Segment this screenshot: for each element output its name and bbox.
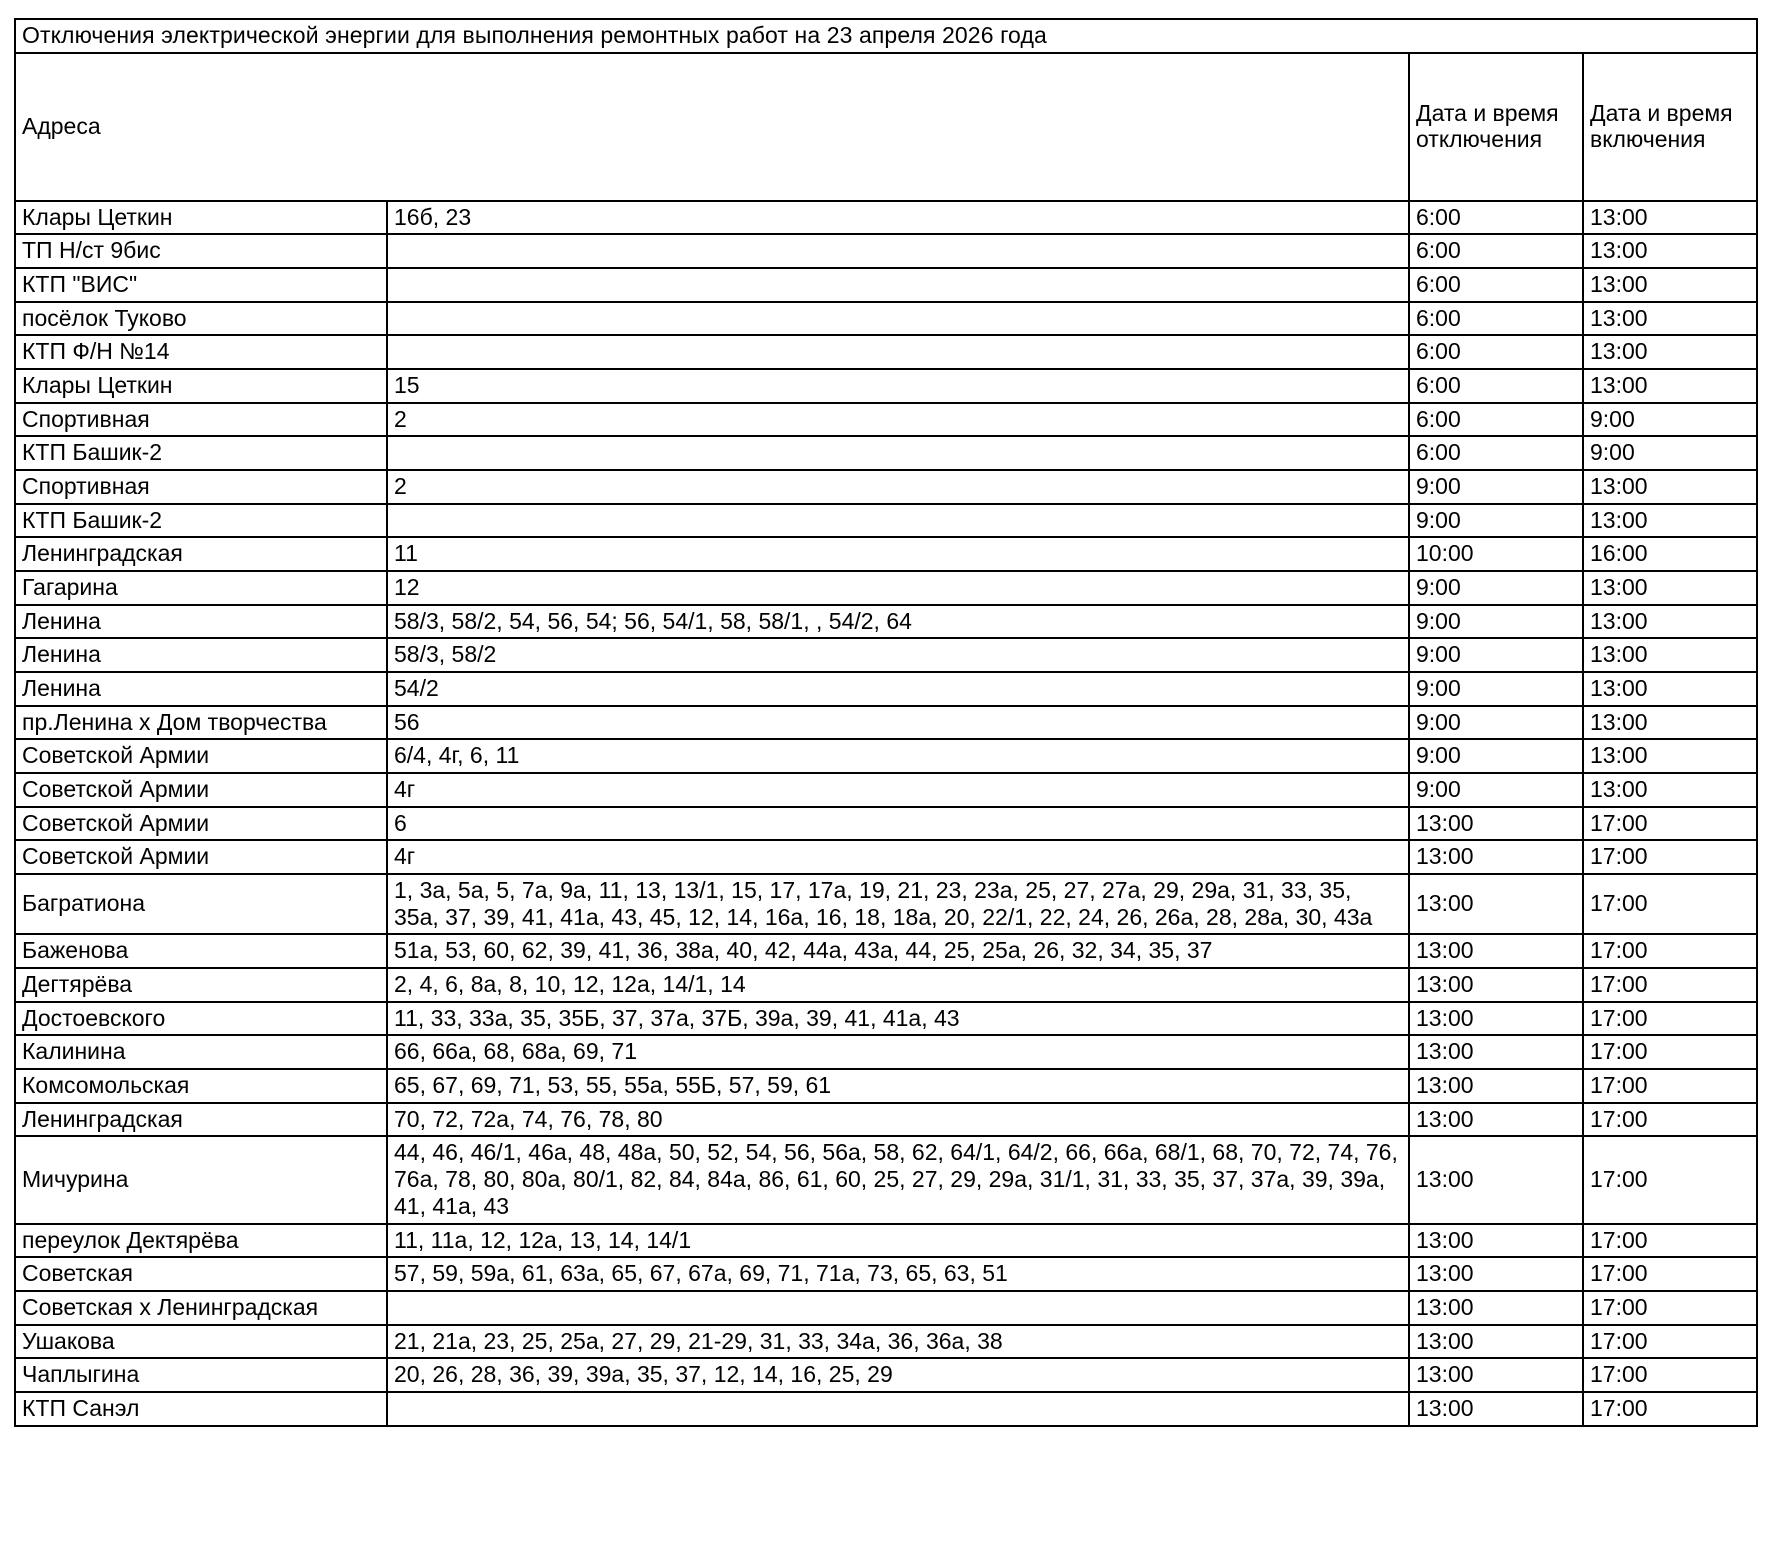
off-time-cell: 9:00 bbox=[1409, 605, 1583, 639]
street-name-cell: пр.Ленина х Дом творчества bbox=[15, 706, 387, 740]
street-name-cell: Ленина bbox=[15, 605, 387, 639]
off-time-cell: 6:00 bbox=[1409, 201, 1583, 235]
off-time-cell: 9:00 bbox=[1409, 672, 1583, 706]
on-time-cell: 9:00 bbox=[1583, 403, 1757, 437]
off-time-cell: 13:00 bbox=[1409, 1136, 1583, 1223]
house-numbers-cell: 44, 46, 46/1, 46а, 48, 48а, 50, 52, 54, 56, 56а, 58, 62, 64/1, 64/2, 66, 66а, 68/1, 68, 70, 72, 74, 76, 76а, 78, 80, 80а, 80/1, 82, 84, 84а, 86, 61, 60, 25, 27, 29, 29а, 31/1, 31, 33, 35, 37, 37а, 39, 39а, 41, 41а, 43 bbox=[387, 1136, 1409, 1223]
house-numbers-cell: 21, 21а, 23, 25, 25а, 27, 29, 21-29, 31, 33, 34а, 36, 36а, 38 bbox=[387, 1325, 1409, 1359]
off-time-cell: 6:00 bbox=[1409, 436, 1583, 470]
street-name-cell: ТП Н/ст 9бис bbox=[15, 234, 387, 268]
house-numbers-cell: 2, 4, 6, 8а, 8, 10, 12, 12а, 14/1, 14 bbox=[387, 968, 1409, 1002]
street-name-cell: Ленина bbox=[15, 638, 387, 672]
off-time-cell: 6:00 bbox=[1409, 268, 1583, 302]
off-time-cell: 9:00 bbox=[1409, 739, 1583, 773]
house-numbers-cell bbox=[387, 302, 1409, 336]
house-numbers-cell: 65, 67, 69, 71, 53, 55, 55а, 55Б, 57, 59, 61 bbox=[387, 1069, 1409, 1103]
off-time-cell: 13:00 bbox=[1409, 1257, 1583, 1291]
on-time-cell: 13:00 bbox=[1583, 234, 1757, 268]
street-name-cell: Спортивная bbox=[15, 470, 387, 504]
table-row bbox=[15, 1257, 1757, 1291]
on-time-cell: 13:00 bbox=[1583, 369, 1757, 403]
table-row bbox=[15, 1224, 1757, 1258]
on-time-cell: 13:00 bbox=[1583, 335, 1757, 369]
house-numbers-cell: 58/3, 58/2, 54, 56, 54; 56, 54/1, 58, 58/1, , 54/2, 64 bbox=[387, 605, 1409, 639]
on-time-cell: 17:00 bbox=[1583, 1325, 1757, 1359]
table-row bbox=[15, 470, 1757, 504]
on-time-cell: 13:00 bbox=[1583, 773, 1757, 807]
on-time-cell: 17:00 bbox=[1583, 1257, 1757, 1291]
table-row bbox=[15, 403, 1757, 437]
table-row bbox=[15, 1002, 1757, 1036]
off-time-cell: 13:00 bbox=[1409, 1035, 1583, 1069]
on-time-cell: 17:00 bbox=[1583, 874, 1757, 934]
table-row bbox=[15, 874, 1757, 934]
on-time-cell: 17:00 bbox=[1583, 968, 1757, 1002]
street-name-cell: Советской Армии bbox=[15, 739, 387, 773]
house-numbers-cell: 11, 11а, 12, 12а, 13, 14, 14/1 bbox=[387, 1224, 1409, 1258]
street-name-cell: Советской Армии bbox=[15, 840, 387, 874]
street-name-cell: Спортивная bbox=[15, 403, 387, 437]
table-row bbox=[15, 1291, 1757, 1325]
on-time-cell: 13:00 bbox=[1583, 504, 1757, 538]
street-name-cell: Баженова bbox=[15, 934, 387, 968]
street-name-cell: Клары Цеткин bbox=[15, 201, 387, 235]
table-row bbox=[15, 934, 1757, 968]
on-time-cell: 13:00 bbox=[1583, 302, 1757, 336]
house-numbers-cell: 1, 3а, 5а, 5, 7а, 9а, 11, 13, 13/1, 15, 17, 17а, 19, 21, 23, 23а, 25, 27, 27а, 29, 29а, 31, 33, 35, 35а, 37, 39, 41, 41а, 43, 45, 12, 14, 16а, 16, 18, 18а, 20, 22/1, 22, 24, 26, 26а, 28, 28а, 30, 43а bbox=[387, 874, 1409, 934]
table-row bbox=[15, 840, 1757, 874]
house-numbers-cell: 57, 59, 59а, 61, 63а, 65, 67, 67а, 69, 71, 71а, 73, 65, 63, 51 bbox=[387, 1257, 1409, 1291]
off-time-cell: 13:00 bbox=[1409, 1002, 1583, 1036]
house-numbers-cell: 12 bbox=[387, 571, 1409, 605]
off-time-cell: 9:00 bbox=[1409, 470, 1583, 504]
table-row bbox=[15, 1103, 1757, 1137]
house-numbers-cell: 2 bbox=[387, 470, 1409, 504]
off-time-cell: 9:00 bbox=[1409, 504, 1583, 538]
on-time-cell: 17:00 bbox=[1583, 1069, 1757, 1103]
house-numbers-cell bbox=[387, 268, 1409, 302]
house-numbers-cell: 11, 33, 33а, 35, 35Б, 37, 37а, 37Б, 39а, 39, 41, 41а, 43 bbox=[387, 1002, 1409, 1036]
off-time-cell: 10:00 bbox=[1409, 537, 1583, 571]
house-numbers-cell bbox=[387, 436, 1409, 470]
on-time-cell: 16:00 bbox=[1583, 537, 1757, 571]
off-time-cell: 6:00 bbox=[1409, 302, 1583, 336]
street-name-cell: Ленинградская bbox=[15, 1103, 387, 1137]
table-row bbox=[15, 302, 1757, 336]
document-title: Отключения электрической энергии для выполнения ремонтных работ на 23 апреля 2026 года bbox=[15, 19, 1757, 53]
table-row bbox=[15, 234, 1757, 268]
table-row bbox=[15, 335, 1757, 369]
off-time-cell: 6:00 bbox=[1409, 234, 1583, 268]
house-numbers-cell: 6/4, 4г, 6, 11 bbox=[387, 739, 1409, 773]
street-name-cell: Ленина bbox=[15, 672, 387, 706]
house-numbers-cell: 56 bbox=[387, 706, 1409, 740]
house-numbers-cell: 58/3, 58/2 bbox=[387, 638, 1409, 672]
off-time-cell: 13:00 bbox=[1409, 1392, 1583, 1426]
street-name-cell: переулок Дектярёва bbox=[15, 1224, 387, 1258]
table-row bbox=[15, 638, 1757, 672]
house-numbers-cell bbox=[387, 234, 1409, 268]
house-numbers-cell: 15 bbox=[387, 369, 1409, 403]
on-time-cell: 13:00 bbox=[1583, 672, 1757, 706]
street-name-cell: Мичурина bbox=[15, 1136, 387, 1223]
on-time-cell: 9:00 bbox=[1583, 436, 1757, 470]
table-row bbox=[15, 1358, 1757, 1392]
table-row bbox=[15, 605, 1757, 639]
off-time-cell: 9:00 bbox=[1409, 706, 1583, 740]
on-time-cell: 17:00 bbox=[1583, 1291, 1757, 1325]
street-name-cell: КТП Башик-2 bbox=[15, 436, 387, 470]
off-time-cell: 13:00 bbox=[1409, 1103, 1583, 1137]
title-row bbox=[15, 19, 1757, 53]
table-row bbox=[15, 773, 1757, 807]
on-time-cell: 13:00 bbox=[1583, 201, 1757, 235]
on-time-cell: 13:00 bbox=[1583, 638, 1757, 672]
on-time-cell: 17:00 bbox=[1583, 807, 1757, 841]
house-numbers-cell: 20, 26, 28, 36, 39, 39а, 35, 37, 12, 14, 16, 25, 29 bbox=[387, 1358, 1409, 1392]
street-name-cell: Ленинградская bbox=[15, 537, 387, 571]
off-time-cell: 13:00 bbox=[1409, 968, 1583, 1002]
table-row bbox=[15, 968, 1757, 1002]
house-numbers-cell bbox=[387, 1291, 1409, 1325]
on-time-cell: 13:00 bbox=[1583, 739, 1757, 773]
table-row bbox=[15, 1136, 1757, 1223]
street-name-cell: Советской Армии bbox=[15, 773, 387, 807]
on-time-cell: 13:00 bbox=[1583, 470, 1757, 504]
header-addresses: Адреса bbox=[15, 53, 1409, 201]
street-name-cell: Ушакова bbox=[15, 1325, 387, 1359]
table-row bbox=[15, 706, 1757, 740]
street-name-cell: посёлок Туково bbox=[15, 302, 387, 336]
on-time-cell: 13:00 bbox=[1583, 268, 1757, 302]
table-row bbox=[15, 504, 1757, 538]
on-time-cell: 17:00 bbox=[1583, 1358, 1757, 1392]
house-numbers-cell: 2 bbox=[387, 403, 1409, 437]
on-time-cell: 13:00 bbox=[1583, 605, 1757, 639]
off-time-cell: 9:00 bbox=[1409, 571, 1583, 605]
on-time-cell: 17:00 bbox=[1583, 1035, 1757, 1069]
street-name-cell: Багратиона bbox=[15, 874, 387, 934]
table-row bbox=[15, 1035, 1757, 1069]
on-time-cell: 17:00 bbox=[1583, 1392, 1757, 1426]
table-row bbox=[15, 807, 1757, 841]
off-time-cell: 13:00 bbox=[1409, 1224, 1583, 1258]
off-time-cell: 13:00 bbox=[1409, 1069, 1583, 1103]
on-time-cell: 17:00 bbox=[1583, 1103, 1757, 1137]
off-time-cell: 13:00 bbox=[1409, 1358, 1583, 1392]
house-numbers-cell: 70, 72, 72а, 74, 76, 78, 80 bbox=[387, 1103, 1409, 1137]
table-row bbox=[15, 1392, 1757, 1426]
table-row bbox=[15, 1325, 1757, 1359]
on-time-cell: 13:00 bbox=[1583, 706, 1757, 740]
table-row bbox=[15, 739, 1757, 773]
on-time-cell: 17:00 bbox=[1583, 1224, 1757, 1258]
house-numbers-cell: 16б, 23 bbox=[387, 201, 1409, 235]
on-time-cell: 13:00 bbox=[1583, 571, 1757, 605]
header-on-time: Дата и время включения bbox=[1583, 53, 1757, 201]
house-numbers-cell: 51а, 53, 60, 62, 39, 41, 36, 38а, 40, 42, 44а, 43а, 44, 25, 25а, 26, 32, 34, 35, 37 bbox=[387, 934, 1409, 968]
off-time-cell: 13:00 bbox=[1409, 934, 1583, 968]
street-name-cell: КТП Санэл bbox=[15, 1392, 387, 1426]
table-row bbox=[15, 201, 1757, 235]
on-time-cell: 17:00 bbox=[1583, 840, 1757, 874]
off-time-cell: 6:00 bbox=[1409, 335, 1583, 369]
table-row bbox=[15, 672, 1757, 706]
house-numbers-cell: 66, 66а, 68, 68а, 69, 71 bbox=[387, 1035, 1409, 1069]
house-numbers-cell bbox=[387, 1392, 1409, 1426]
off-time-cell: 9:00 bbox=[1409, 638, 1583, 672]
off-time-cell: 13:00 bbox=[1409, 807, 1583, 841]
house-numbers-cell: 11 bbox=[387, 537, 1409, 571]
house-numbers-cell bbox=[387, 504, 1409, 538]
table-row bbox=[15, 268, 1757, 302]
street-name-cell: КТП Ф/Н №14 bbox=[15, 335, 387, 369]
house-numbers-cell: 6 bbox=[387, 807, 1409, 841]
off-time-cell: 9:00 bbox=[1409, 773, 1583, 807]
on-time-cell: 17:00 bbox=[1583, 1002, 1757, 1036]
table-row bbox=[15, 436, 1757, 470]
house-numbers-cell: 4г bbox=[387, 773, 1409, 807]
table-row bbox=[15, 537, 1757, 571]
table-row bbox=[15, 1069, 1757, 1103]
off-time-cell: 6:00 bbox=[1409, 369, 1583, 403]
street-name-cell: Комсомольская bbox=[15, 1069, 387, 1103]
street-name-cell: Чаплыгина bbox=[15, 1358, 387, 1392]
on-time-cell: 17:00 bbox=[1583, 1136, 1757, 1223]
street-name-cell: Калинина bbox=[15, 1035, 387, 1069]
off-time-cell: 13:00 bbox=[1409, 1291, 1583, 1325]
street-name-cell: КТП "ВИС" bbox=[15, 268, 387, 302]
on-time-cell: 17:00 bbox=[1583, 934, 1757, 968]
street-name-cell: Достоевского bbox=[15, 1002, 387, 1036]
street-name-cell: Клары Цеткин bbox=[15, 369, 387, 403]
header-off-time: Дата и время отключения bbox=[1409, 53, 1583, 201]
street-name-cell: Гагарина bbox=[15, 571, 387, 605]
off-time-cell: 13:00 bbox=[1409, 874, 1583, 934]
outage-schedule-table bbox=[14, 18, 1758, 1427]
house-numbers-cell: 4г bbox=[387, 840, 1409, 874]
off-time-cell: 13:00 bbox=[1409, 840, 1583, 874]
street-name-cell: Советской Армии bbox=[15, 807, 387, 841]
off-time-cell: 6:00 bbox=[1409, 403, 1583, 437]
street-name-cell: Советская bbox=[15, 1257, 387, 1291]
street-name-cell: КТП Башик-2 bbox=[15, 504, 387, 538]
table-row bbox=[15, 369, 1757, 403]
street-name-cell: Советская х Ленинградская bbox=[15, 1291, 387, 1325]
street-name-cell: Дегтярёва bbox=[15, 968, 387, 1002]
table-body bbox=[15, 19, 1757, 1426]
table-row bbox=[15, 571, 1757, 605]
header-row bbox=[15, 53, 1757, 201]
house-numbers-cell: 54/2 bbox=[387, 672, 1409, 706]
house-numbers-cell bbox=[387, 335, 1409, 369]
off-time-cell: 13:00 bbox=[1409, 1325, 1583, 1359]
